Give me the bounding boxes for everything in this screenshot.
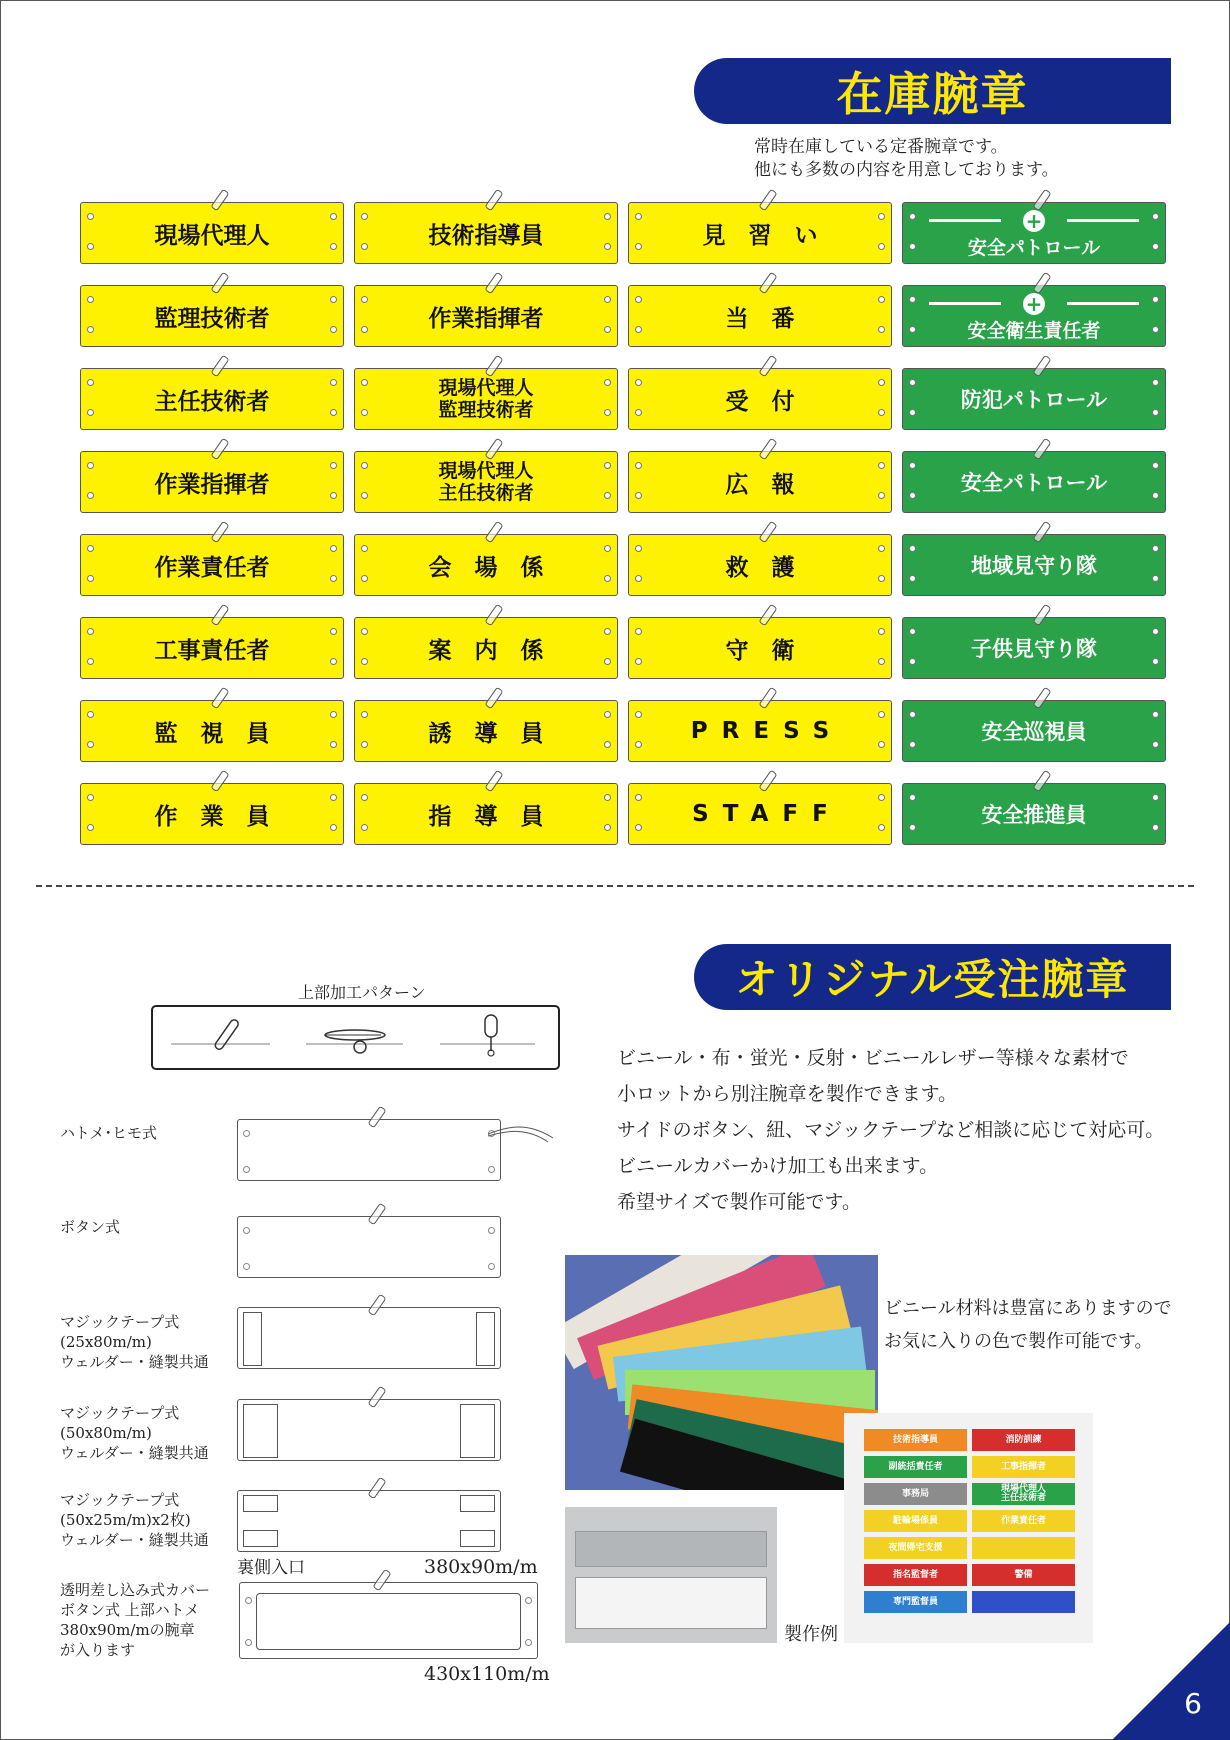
armband-label: 作業指揮者: [154, 471, 270, 498]
stock-intro: [754, 136, 1059, 182]
sample-velcro-50x80: [237, 1399, 501, 1461]
clear-cover-photo: [565, 1507, 777, 1643]
safety-pin-icon: [214, 1018, 240, 1050]
safety-pin-icon: [210, 521, 229, 544]
armband-label: 誘 導 員: [428, 720, 544, 747]
armband-green: [902, 617, 1166, 679]
description-line: サイドのボタン、紐、マジックテープなど相談に応じて対応可。: [617, 1119, 1165, 1141]
board-armband: 副統括責任者: [864, 1456, 967, 1478]
safety-cross-icon: +: [1023, 293, 1045, 315]
description-line: ビニール・布・蛍光・反射・ビニールレザー等様々な素材で: [617, 1047, 1129, 1069]
type-label-velcro-25x80: マジックテープ式 (25x80m/m) ウェルダー・縫製共通: [60, 1313, 209, 1371]
armband-label: 安全パトロール: [967, 236, 1101, 259]
board-armband: 指名監督者: [864, 1564, 967, 1586]
back-entry-label: 裏側入口: [237, 1558, 305, 1578]
type-label-button: ボタン式: [60, 1218, 121, 1236]
description-line: 小ロットから別注腕章を製作できます。: [617, 1083, 958, 1105]
safety-cross-icon: +: [1023, 210, 1045, 232]
armband-label: 技術指導員: [428, 222, 544, 249]
armband-yellow: [80, 451, 344, 513]
safety-pin-icon: [1032, 604, 1051, 627]
armband-yellow: [354, 534, 618, 596]
type-label-velcro-50x80: マジックテープ式 (50x80m/m) ウェルダー・縫製共通: [60, 1404, 209, 1462]
armband-label: STAFF: [692, 801, 842, 827]
armband-yellow: [80, 202, 344, 264]
safety-pin-icon: [1032, 687, 1051, 710]
snap-button-icon: [325, 1030, 385, 1053]
original-title-bar: [694, 944, 1171, 1010]
armband-yellow: [80, 285, 344, 347]
armband-yellow: [354, 202, 618, 264]
safety-pin-icon: [484, 272, 503, 295]
description-line: ビニールカバーかけ加工も出来ます。: [617, 1155, 939, 1177]
stock-intro-line: 他にも多数の内容を用意しております。: [754, 160, 1059, 180]
safety-pin-icon: [484, 604, 503, 627]
armband-yellow: [80, 783, 344, 845]
armband-yellow: [354, 617, 618, 679]
armband-yellow: [628, 534, 892, 596]
stock-title: 在庫腕章: [836, 67, 1029, 121]
safety-pin-icon: [758, 272, 777, 295]
armband-yellow: [628, 700, 892, 762]
safety-pin-icon: [1032, 355, 1051, 378]
safety-pin-icon: [1032, 272, 1051, 295]
armband-label: 安全推進員: [981, 803, 1087, 827]
armband-label: 作業責任者: [154, 554, 270, 581]
safety-pin-icon: [758, 687, 777, 710]
armband-label: 広 報: [725, 471, 795, 498]
armband-label: 現場代理人 主任技術者: [438, 460, 534, 504]
armband-label: 救 護: [725, 554, 795, 581]
armband-yellow: [80, 534, 344, 596]
armband-yellow: [628, 368, 892, 430]
armband-green: [902, 368, 1166, 430]
board-armband: [972, 1591, 1075, 1613]
safety-pin-icon: [484, 687, 503, 710]
safety-pin-icon: [210, 438, 229, 461]
safety-pin-icon: [484, 521, 503, 544]
board-armband: 専門監督員: [864, 1591, 967, 1613]
armband-yellow: [354, 783, 618, 845]
armband-yellow: [628, 202, 892, 264]
page-number: 6: [1184, 1687, 1202, 1720]
armband-yellow: [628, 451, 892, 513]
armband-label: 安全衛生責任者: [967, 319, 1101, 342]
armband-yellow: [354, 285, 618, 347]
armband-label: 現場代理人 監理技術者: [438, 377, 534, 421]
armband-yellow: [80, 617, 344, 679]
board-armband: 工事指揮者: [972, 1456, 1075, 1478]
sample-grommet: [237, 1119, 501, 1181]
armband-label: 監理技術者: [154, 305, 270, 332]
sample-board-photo: [844, 1413, 1093, 1643]
armband-yellow: [628, 285, 892, 347]
sample-velcro-25x80: [237, 1307, 501, 1369]
eyelet-string-icon: [485, 1015, 497, 1056]
safety-pin-icon: [210, 355, 229, 378]
armband-label: 地域見守り隊: [971, 554, 1097, 578]
armband-yellow: [80, 368, 344, 430]
armband-green: [902, 783, 1166, 845]
armband-label: 作 業 員: [154, 803, 270, 830]
armband-label: 会 場 係: [428, 554, 544, 581]
section-divider: [36, 885, 1194, 887]
sample-button: [237, 1216, 501, 1278]
type-label-velcro-50x25: マジックテープ式 (50x25m/m)x2枚) ウェルダー・縫製共通: [60, 1491, 209, 1549]
armband-label: 案 内 係: [428, 637, 544, 664]
armband-yellow: [354, 700, 618, 762]
safety-pin-icon: [210, 604, 229, 627]
board-armband: 駐輪場係員: [864, 1510, 967, 1532]
armband-yellow: [628, 783, 892, 845]
armband-green: [902, 534, 1166, 596]
safety-pin-icon: [210, 687, 229, 710]
stock-title-bar: [694, 58, 1171, 124]
type-label-clear-cover: 透明差し込み式カバー ボタン式 上部ハトメ 380x90m/mの腕章 が入ります: [60, 1581, 211, 1659]
safety-pin-icon: [758, 438, 777, 461]
safety-pin-icon: [484, 770, 503, 793]
pattern-title: 上部加工パターン: [298, 983, 426, 1002]
stock-intro-line: 常時在庫している定番腕章です。: [754, 137, 1008, 157]
armband-label: 作業指揮者: [428, 305, 544, 332]
armband-label: 主任技術者: [154, 388, 270, 415]
string-icon: [488, 1120, 558, 1150]
pattern-box: [151, 1005, 560, 1070]
vinyl-swatch-photo: [565, 1255, 878, 1490]
outer-size-label: 430x110m/m: [424, 1663, 550, 1685]
stock-band-grid: [80, 202, 1165, 845]
board-armband: 技術指導員: [864, 1429, 967, 1451]
armband-label: 工事責任者: [154, 637, 270, 664]
safety-pin-icon: [210, 272, 229, 295]
armband-label: 受 付: [725, 388, 795, 415]
armband-label: 当 番: [725, 305, 795, 332]
board-armband: 事務局: [864, 1483, 967, 1505]
safety-pin-icon: [1032, 770, 1051, 793]
safety-pin-icon: [484, 355, 503, 378]
armband-label: 守 衛: [725, 637, 795, 664]
armband-yellow: [628, 617, 892, 679]
armband-green: [902, 285, 1166, 347]
color-swatch-fan: [565, 1255, 878, 1490]
armband-yellow: [354, 451, 618, 513]
sample-velcro-50x25: [237, 1490, 501, 1552]
armband-label: 指 導 員: [428, 803, 544, 830]
safety-pin-icon: [758, 355, 777, 378]
armband-yellow: [80, 700, 344, 762]
armband-label: 安全パトロール: [960, 471, 1108, 495]
armband-yellow: [354, 368, 618, 430]
description-line: 希望サイズで製作可能です。: [617, 1191, 861, 1213]
safety-pin-icon: [1032, 521, 1051, 544]
armband-green: [902, 451, 1166, 513]
photo-note: [884, 1292, 1172, 1358]
board-armband: [972, 1537, 1075, 1559]
board-armband: 現場代理人 主任技術者: [972, 1483, 1075, 1505]
page-corner: [1112, 1622, 1230, 1740]
original-description: [617, 1040, 1164, 1220]
safety-pin-icon: [758, 770, 777, 793]
original-title: オリジナル受注腕章: [735, 955, 1130, 1004]
safety-pin-icon: [210, 770, 229, 793]
top-processing-icons: [153, 1007, 558, 1068]
safety-pin-icon: [758, 604, 777, 627]
safety-pin-icon: [1032, 438, 1051, 461]
sample-clear-cover: [239, 1582, 538, 1659]
safety-pin-icon: [758, 521, 777, 544]
board-armband: 警備: [972, 1564, 1075, 1586]
board-armband: 消防訓練: [972, 1429, 1075, 1451]
board-armband: 作業責任者: [972, 1510, 1075, 1532]
armband-label: 監 視 員: [154, 720, 270, 747]
type-label-grommet: ハトメ･ヒモ式: [60, 1124, 158, 1142]
board-armband: 夜間帰宅支援: [864, 1537, 967, 1559]
armband-label: PRESS: [690, 718, 844, 744]
armband-label: 防犯パトロール: [960, 388, 1108, 412]
inner-size-label: 380x90m/m: [424, 1556, 538, 1578]
armband-green: [902, 700, 1166, 762]
safety-pin-icon: [484, 438, 503, 461]
photo-note-line: お気に入りの色で製作可能です。: [884, 1331, 1153, 1352]
armband-label: 現場代理人: [154, 222, 270, 249]
example-label: 製作例: [784, 1624, 838, 1645]
photo-note-line: ビニール材料は豊富にありますので: [884, 1298, 1172, 1319]
armband-label: 子供見守り隊: [971, 637, 1097, 661]
armband-label: 安全巡視員: [981, 720, 1087, 744]
armband-label: 見 習 い: [702, 222, 818, 249]
armband-green: [902, 202, 1166, 264]
